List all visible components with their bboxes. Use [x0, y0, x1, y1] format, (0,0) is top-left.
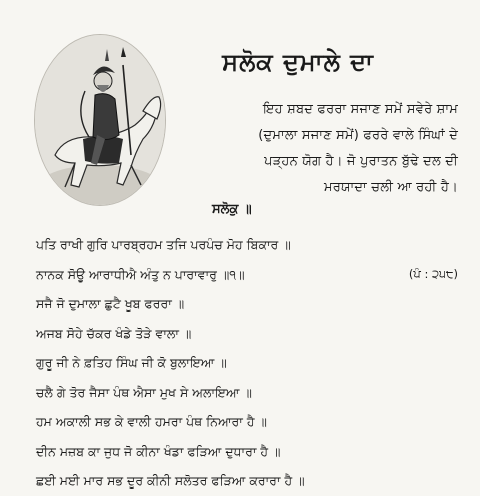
- intro-line: ਪੜ੍ਹਨ ਯੋਗ ਹੈ। ਜੋ ਪੁਰਾਤਨ ਬੁੱਢੇ ਦਲ ਦੀ: [264, 154, 458, 169]
- verse-line: [36, 348, 466, 378]
- salok-subheading: ਸਲੋਕੁ ॥: [212, 202, 252, 217]
- verse-text: ਅਜਬ ਸੋਹੇ ਚੱਕਰ ਖੰਡੇ ਤੋੜੇ ਵਾਲਾ ॥: [36, 325, 192, 341]
- intro-line: (ਦੁਮਾਲਾ ਸਜਾਣ ਸਮੇਂ) ਫਰਰੇ ਵਾਲੇ ਸਿੰਘਾਂ ਦੇ: [258, 128, 458, 143]
- verse-text: ਚਲੈ ਗੇ ਤੋਰ ਜੈਸਾ ਪੰਥ ਐਸਾ ਮੁਖ ਸੇ ਅਲਾਇਆ ॥: [36, 384, 252, 400]
- verse-text: ਹਮ ਅਕਾਲੀ ਸਭ ਕੇ ਵਾਲੀ ਹਮਰਾ ਪੰਥ ਨਿਆਰਾ ਹੈ ॥: [36, 414, 267, 429]
- verse-line: [36, 260, 466, 290]
- warrior-on-horse-illustration: [34, 34, 166, 206]
- verse-text: ਛਈ ਮਈ ਮਾਰ ਸਭ ਦੂਰ ਕੀਨੀ ਸਲੋਤਰ ਫੜਿਆ ਕਰਾਰਾ ਹੈ ॥: [36, 473, 305, 488]
- page-title: ਸਲੋਕ ਦੁਮਾਲੇ ਦਾ: [222, 48, 374, 76]
- verse-list: [36, 230, 466, 496]
- verse-text: ਸਜੈ ਜੋ ਦੁਮਾਲਾ ਛੁਟੈ ਖੂਬ ਫਰਰਾ ॥: [36, 296, 185, 311]
- verse-line: [36, 378, 466, 408]
- verse-text: ਦੀਨ ਮਜ਼ਬ ਕਾ ਜੁਧ ਜੋ ਕੀਨਾ ਖੰਡਾ ਫੜਿਆ ਦੁਧਾਰਾ ਹੈ ॥: [36, 443, 281, 459]
- intro-paragraph: [182, 97, 458, 201]
- verse-line: [36, 437, 466, 467]
- verse-line: [36, 407, 466, 437]
- intro-line: ਮਰਯਾਦਾ ਚਲੀ ਆ ਰਹੀ ਹੈ।: [323, 180, 458, 195]
- verse-text: ਪਤਿ ਰਾਖੀ ਗੁਰਿ ਪਾਰਬ੍ਰਹਮ ਤਜਿ ਪਰਪੰਚ ਮੋਹ ਬਿਕਾਰ ॥: [36, 237, 291, 252]
- verse-line: [36, 289, 466, 319]
- verse-line: [36, 319, 466, 349]
- verse-text: ਨਾਨਕ ਸੋਊ ਆਰਾਧੀਐ ਅੰਤੁ ਨ ਪਾਰਾਵਾਰੁ ॥੧॥: [36, 266, 245, 282]
- verse-line: [36, 466, 466, 496]
- verse-text: ਗੁਰੂ ਜੀ ਨੇ ਫ਼ਤਿਹ ਸਿੰਘ ਜੀ ਕੋ ਬੁਲਾਇਆ ॥: [36, 355, 227, 370]
- verse-line: [36, 230, 466, 260]
- intro-line: ਇਹ ਸ਼ਬਦ ਫਰਰਾ ਸਜਾਣ ਸਮੇਂ ਸਵੇਰੇ ਸ਼ਾਮ: [263, 102, 458, 117]
- page-reference: (ਪੰ : ੨੫੮): [408, 266, 458, 281]
